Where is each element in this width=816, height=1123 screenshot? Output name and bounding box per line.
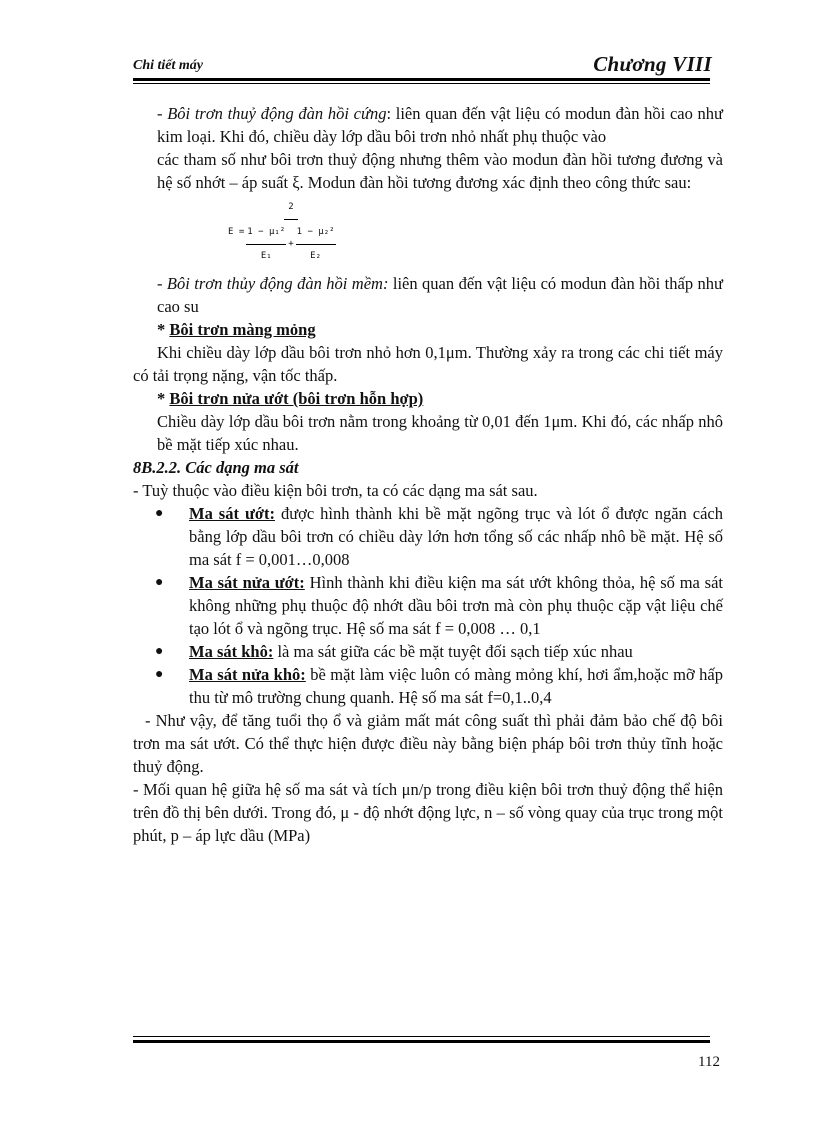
page-body <box>133 102 723 847</box>
footer-rule-thin <box>133 1036 710 1037</box>
formula-term-1-den: E₁ <box>260 251 272 261</box>
bullet-text: được hình thành khi bề mặt ngõng trục và lót ổ được ngăn cách bằng lớp dầu bôi trơn có chiều dày lớn hơn tổng số các nhấp nhô bề mặt. Hệ số ma sát f = 0,001…0,008 <box>189 504 723 569</box>
bullet-text: bề mặt làm việc luôn có màng mỏng khí, hơi ẩm,hoặc mỡ hấp thu từ mô trường chung quanh. Hệ số ma sát f=0,1..0,4 <box>189 665 723 707</box>
formula-term-1 <box>246 221 286 268</box>
list-item <box>133 663 723 709</box>
heading-semi-wet <box>133 387 723 410</box>
bullet-icon: ● <box>155 667 164 682</box>
bullet-term: Ma sát khô: <box>189 642 274 661</box>
paragraph-thin-film: Khi chiều dày lớp dầu bôi trơn nhỏ hơn 0,1μm. Thường xảy ra trong các chi tiết máy có tải trọng nặng, vận tốc thấp. <box>133 343 723 385</box>
formula-numerator: 2 <box>284 196 297 220</box>
page-number: 112 <box>698 1054 720 1070</box>
header-chapter: Chương VIII <box>593 52 712 76</box>
bullet-icon: ● <box>155 506 164 521</box>
header-rule <box>133 78 710 81</box>
heading-semi-star: * <box>157 389 170 408</box>
heading-thin-text: Bôi trơn màng mỏng <box>169 320 316 339</box>
bullet-term: Ma sát nửa khô: <box>189 665 306 684</box>
equivalent-modulus-formula <box>228 196 723 268</box>
list-item <box>133 502 723 571</box>
section-intro: - Tuỳ thuộc vào điều kiện bôi trơn, ta có các dạng ma sát sau. <box>133 481 538 500</box>
term-rigid: - Bôi trơn thuỷ động đàn hồi cứng <box>157 104 387 123</box>
paragraph-conclusion: - Như vậy, để tăng tuổi thọ ổ và giảm mất mát công suất thì phải đảm bảo chế độ bôi trơn ma sát ướt. Có thể thực hiện được điều này bằng biện pháp bôi trơn thủy tĩnh hoặc thuỷ động. <box>133 711 723 776</box>
list-item <box>133 640 723 663</box>
bullet-icon: ● <box>155 644 164 659</box>
paragraph-relation: - Mối quan hệ giữa hệ số ma sát và tích μn/p trong điều kiện bôi trơn thuỷ động thể hiện trên đồ thị bên dưới. Trong đó, μ - độ nhớt động lực, n – số vòng quay của trục trong một phút, p – áp lực dầu (MPa) <box>133 780 723 845</box>
bullet-term: Ma sát ướt: <box>189 504 275 523</box>
bullet-icon: ● <box>155 575 164 590</box>
formula-denominator <box>246 220 335 268</box>
paragraph-rigid-cont: các tham số như bôi trơn thuỷ động nhưng thêm vào modun đàn hồi tương đương và hệ số nhớt – áp suất ξ. Modun đàn hồi tương đương xác định theo công thức sau: <box>157 150 723 192</box>
paragraph-soft <box>133 272 723 318</box>
formula-term-2 <box>296 221 336 268</box>
text-soft: liên quan đến vật liệu có modun đàn hồi thấp như cao su <box>157 274 723 316</box>
bullet-term: Ma sát nửa ướt: <box>189 573 305 592</box>
formula-term-2-den: E₂ <box>310 251 322 261</box>
footer-rule <box>133 1040 710 1043</box>
bullet-text: Hình thành khi điều kiện ma sát ướt không thỏa, hệ số ma sát không những phụ thuộc độ nhớt dầu bôi trơn mà còn phụ thuộc cặp vật liệu chế tạo lót ổ và ngõng trục. Hệ số ma sát f = 0,008 … 0,1 <box>189 573 723 638</box>
header-book-title: Chi tiết máy <box>133 58 203 73</box>
formula-plus: + <box>288 239 294 249</box>
formula-lhs: E = <box>228 226 245 237</box>
formula-term-1-num: 1 − μ₁² <box>246 221 286 245</box>
heading-semi-text: Bôi trơn nửa ướt (bôi trơn hỗn hợp) <box>169 389 424 408</box>
paragraph-semi-wet: Chiều dày lớp dầu bôi trơn nằm trong khoảng từ 0,01 đến 1μm. Khi đó, các nhấp nhô bề mặt tiếp xúc nhau. <box>157 412 723 454</box>
paragraph-rigid <box>133 102 723 148</box>
list-item <box>133 571 723 640</box>
text-rigid: : liên quan đến vật liệu có modun đàn hồi cao như kim loại. Khi đó, chiều dày lớp dầu bôi trơn nhỏ nhất phụ thuộc vào <box>157 104 723 146</box>
heading-thin-film <box>133 318 723 341</box>
section-title: 8B.2.2. Các dạng ma sát <box>133 458 299 477</box>
bullet-text: là ma sát giữa các bề mặt tuyệt đối sạch tiếp xúc nhau <box>273 642 633 661</box>
header-rule-thin <box>133 83 710 84</box>
heading-thin-star: * <box>157 320 170 339</box>
formula-term-2-num: 1 − μ₂² <box>296 221 336 245</box>
formula-fraction <box>246 196 335 268</box>
friction-types-list <box>133 502 723 709</box>
term-soft: - Bôi trơn thủy động đàn hồi mềm: <box>157 274 389 293</box>
